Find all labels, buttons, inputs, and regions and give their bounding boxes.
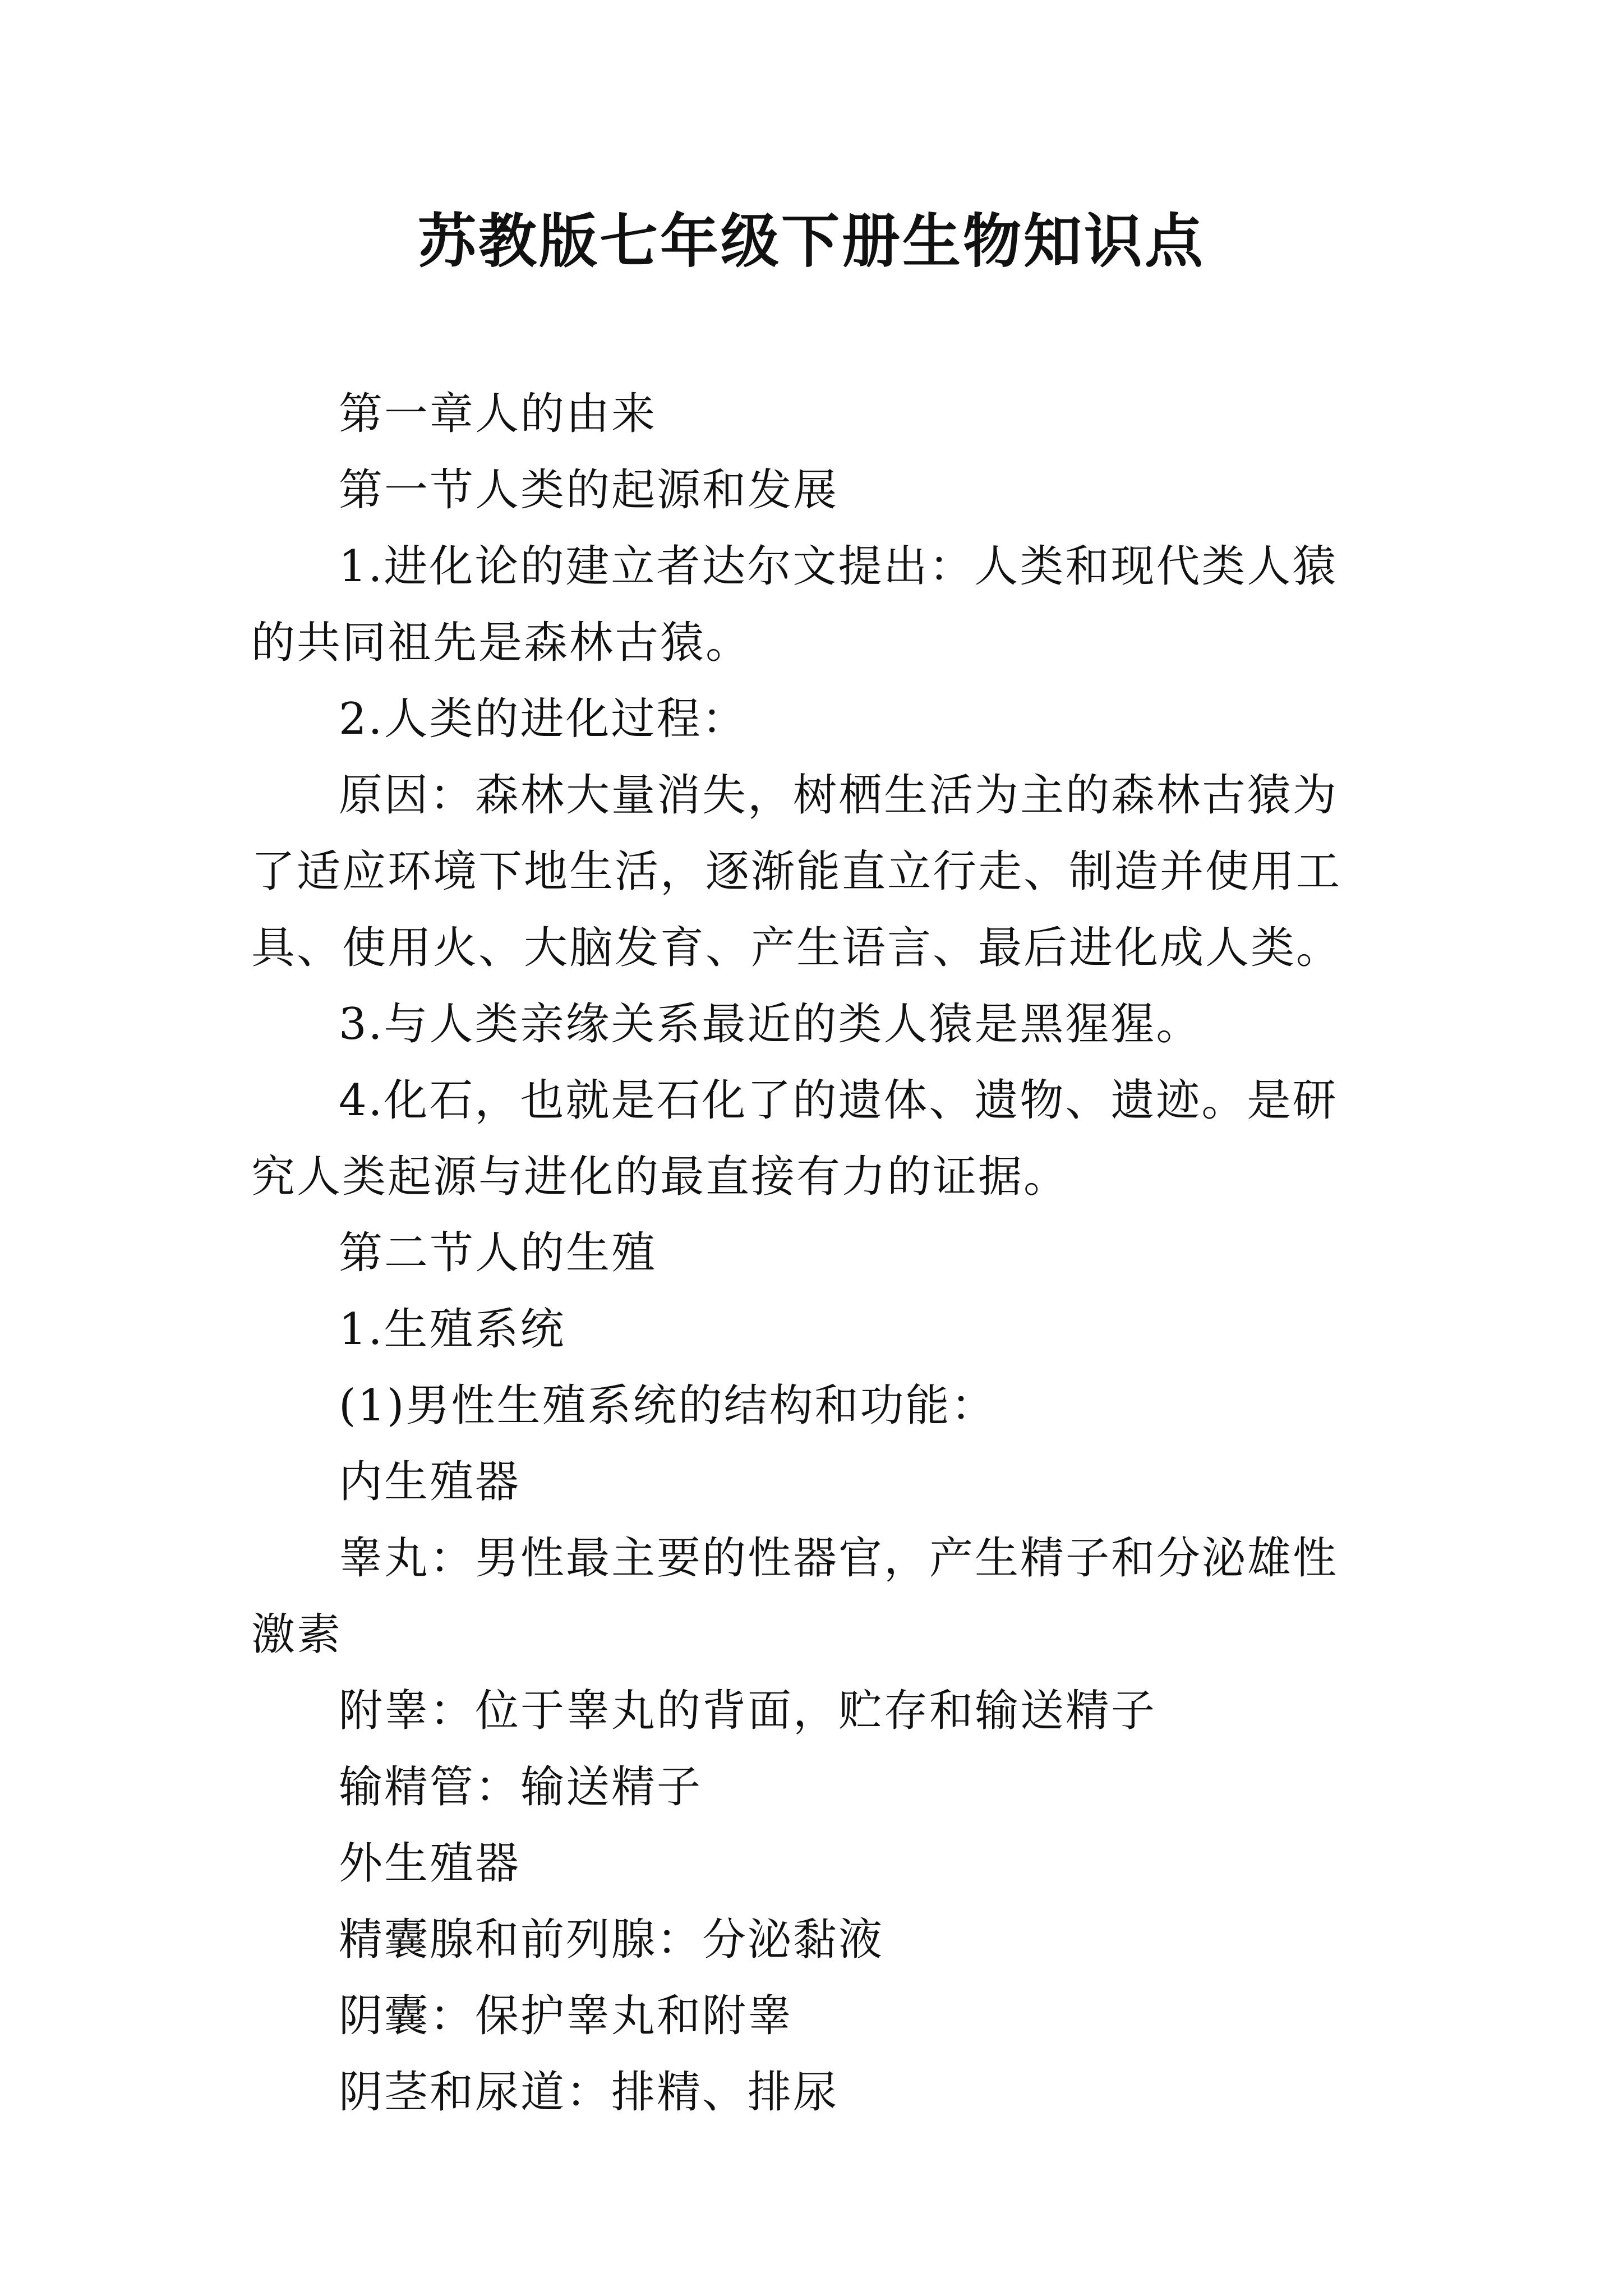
paragraph: 外生殖器 [339,1838,521,1889]
section-heading: 第一节人类的起源和发展 [339,465,839,516]
paragraph: 2.人类的进化过程： [339,694,748,744]
paragraph: 精囊腺和前列腺：分泌黏液 [339,1915,884,1965]
document-body [251,376,1378,2131]
paragraph: 睾丸：男性最主要的性器官，产生精子和分泌雄性激素 [251,1533,1339,1660]
paragraph: 1.进化论的建立者达尔文提出：人类和现代类人猿的共同祖先是森林古猿。 [251,541,1338,668]
paragraph: 原因：森林大量消失，树栖生活为主的森林古猿为了适应环境下地生活，逐渐能直立行走、制造并使用工具、使用火、大脑发育、产生语言、最后进化成人类。 [251,770,1342,973]
paragraph: 内生殖器 [339,1457,521,1507]
section-heading: 第二节人的生殖 [339,1228,657,1278]
paragraph: 4.化石，也就是石化了的遗体、遗物、遗迹。是研究人类起源与进化的最直接有力的证据。 [251,1075,1338,1202]
document-title: 苏教版七年级下册生物知识点 [417,206,1205,275]
paragraph: 阴茎和尿道：排精、排尿 [339,2067,839,2118]
paragraph: (1)男性生殖系统的结构和功能： [339,1381,997,1431]
paragraph: 3.与人类亲缘关系最近的类人猿是黑猩猩。 [339,999,1202,1050]
paragraph: 1.生殖系统 [339,1304,566,1355]
paragraph: 阴囊：保护睾丸和附睾 [339,1991,794,2041]
paragraph: 输精管：输送精子 [339,1762,703,1812]
paragraph: 附睾：位于睾丸的背面，贮存和输送精子 [339,1686,1157,1736]
chapter-heading: 第一章人的由来 [339,389,657,439]
